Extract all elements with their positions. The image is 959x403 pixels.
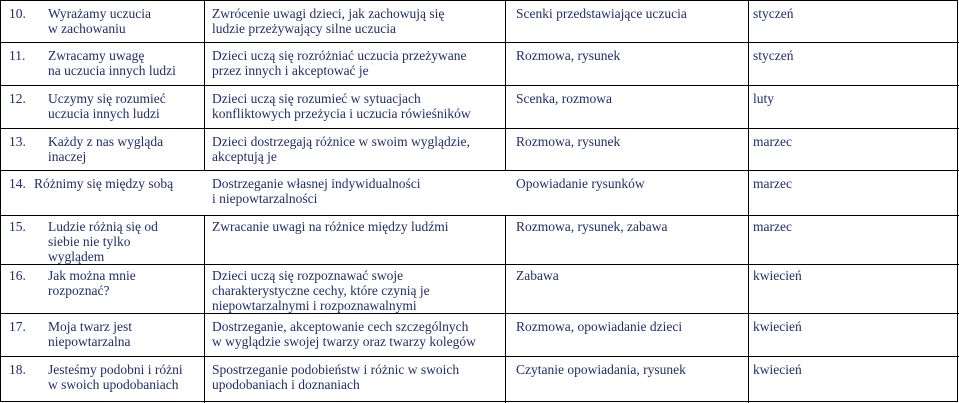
row-content: Dostrzeganie, akceptowanie cech szczególnych w wyglądzie swojej twarzy oraz twarzy kolegów [212,319,476,349]
row-topic: Jesteśmy podobni i różni w swoich upodobaniach [48,362,183,392]
row-month: kwiecień [753,362,802,377]
row-month: marzec [753,134,792,149]
row-number: 12. [9,91,26,106]
row-number: 15. [9,219,26,234]
row-forms: Rozmowa, rysunek, zabawa [516,219,668,234]
row-topic: Wyrażamy uczucia w zachowaniu [48,6,151,36]
row-month: marzec [753,219,792,234]
row-content: Dzieci uczą się rozumieć w sytuacjach konfliktowych przeżycia i uczucia rówieśników [212,91,471,121]
row-topic: Każdy z nas wygląda inaczej [48,134,164,164]
row-month: kwiecień [753,319,802,334]
row-number: 16. [9,268,26,283]
row-topic: Ludzie różnią się od siebie nie tylko wyglądem [48,219,158,264]
row-month: styczeń [753,6,794,21]
row-forms: Rozmowa, opowiadanie dzieci [516,319,683,334]
row-content: Dzieci uczą się rozpoznawać swoje charakterystyczne cechy, które czynią je niepowtarzalnymi i rozpoznawalnymi [212,268,430,313]
row-month: luty [753,91,775,106]
row-content: Dzieci dostrzegają różnice w swoim wyglądzie, akceptują je [212,134,470,164]
row-topic: Zwracamy uwagę na uczucia innych ludzi [48,48,176,78]
row-forms: Czytanie opowiadania, rysunek [516,362,686,377]
row-forms: Scenki przedstawiające uczucia [516,6,687,21]
row-forms: Opowiadanie rysunków [516,176,645,191]
row-content: Zwrócenie uwagi dzieci, jak zachowują się ludzie przeżywający silne uczucia [212,6,445,36]
row-content: Dostrzeganie własnej indywidualności i niepowtarzalności [212,176,421,206]
row-content: Zwracanie uwagi na różnice między ludźmi [212,219,449,234]
row-topic: Uczymy się rozumieć uczucia innych ludzi [48,91,166,121]
row-month: marzec [753,176,792,191]
row-number: 11. [9,48,26,63]
row-content: Dzieci uczą się rozróżniać uczucia przeżywane przez innych i akceptować je [212,48,467,78]
row-number: 10. [9,6,26,21]
row-month: kwiecień [753,268,802,283]
row-topic: Różnimy się między sobą [34,176,174,191]
row-number: 17. [9,319,26,334]
row-forms: Rozmowa, rysunek [516,134,621,149]
row-forms: Rozmowa, rysunek [516,48,621,63]
row-forms: Scenka, rozmowa [516,91,612,106]
row-number: 14. [9,176,26,191]
row-number: 13. [9,134,26,149]
row-topic: Moja twarz jest niepowtarzalna [48,319,132,349]
row-topic: Jak można mnie rozpoznać? [48,268,136,298]
row-number: 18. [9,362,26,377]
row-month: styczeń [753,48,794,63]
row-content: Spostrzeganie podobieństw i różnic w swoich upodobaniach i doznaniach [212,362,460,392]
row-forms: Zabawa [516,268,559,283]
